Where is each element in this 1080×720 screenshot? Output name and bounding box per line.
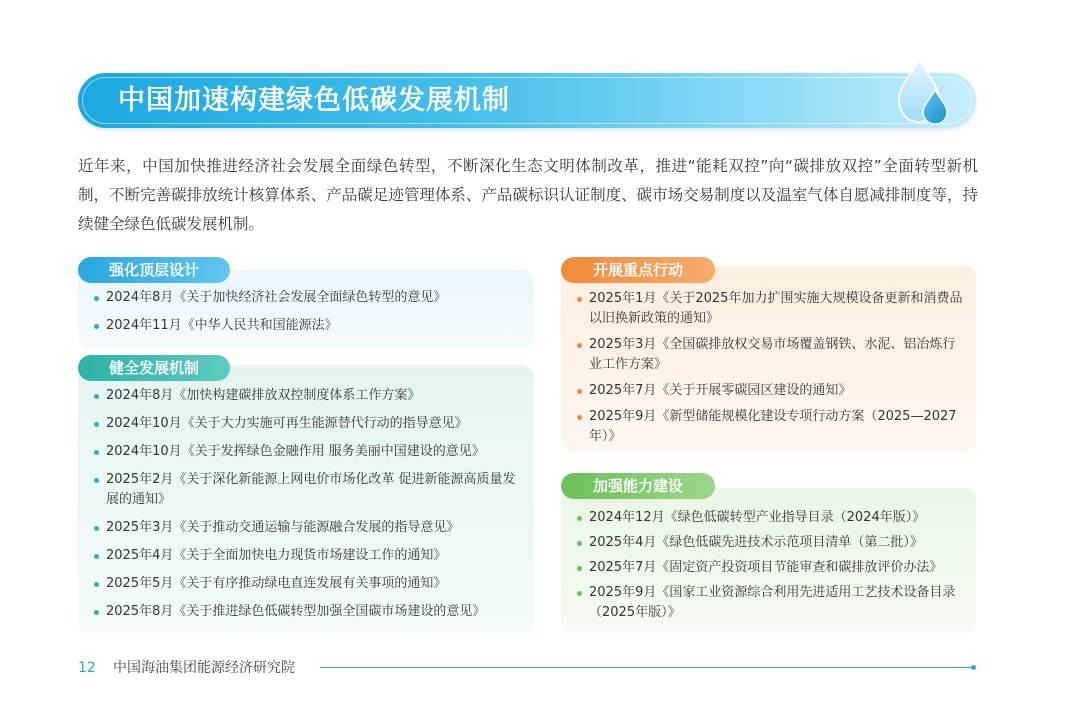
capacity-list <box>575 508 967 628</box>
list-item: 2025年7月《固定资产投资项目节能审查和碳排放评价办法》 <box>575 558 967 578</box>
footer-organization: 中国海油集团能源经济研究院 <box>113 660 295 676</box>
footer-divider <box>320 667 972 668</box>
list-item: 2024年8月《关于加快经济社会发展全面绿色转型的意见》 <box>92 288 522 308</box>
page-number: 12 <box>78 660 96 676</box>
capacity-heading: 加强能力建设 <box>561 473 715 499</box>
list-item: 2024年10月《关于大力实施可再生能源替代行动的指导意见》 <box>92 414 522 434</box>
list-item: 2024年8月《加快构建碳排放双控制度体系工作方案》 <box>92 386 522 406</box>
key-actions-list <box>575 289 967 453</box>
intro-paragraph: 近年来，中国加快推进经济社会发展全面绿色转型，不断深化生态文明体制改革，推进“能耗双控”向“碳排放双控”全面转型新机制，不断完善碳排放统计核算体系、产品碳足迹管理体系、产品碳标识认证制度、碳市场交易制度以及温室气体自愿减排制度等，持续健全绿色低碳发展机制。 <box>78 157 978 233</box>
top-design-heading: 强化顶层设计 <box>78 257 230 283</box>
mechanism-heading: 健全发展机制 <box>78 355 230 381</box>
list-item: 2025年8月《关于推进绿色低碳转型加强全国碳市场建设的意见》 <box>92 602 522 622</box>
list-item: 2025年9月《新型储能规模化建设专项行动方案（2025—2027年）》 <box>575 407 967 447</box>
list-item: 2025年7月《关于开展零碳园区建设的通知》 <box>575 381 967 401</box>
list-item: 2025年3月《全国碳排放权交易市场覆盖钢铁、水泥、铝冶炼行业工作方案》 <box>575 335 967 375</box>
page-title: 中国加速构建绿色低碳发展机制 <box>118 85 510 116</box>
title-banner <box>78 73 976 128</box>
list-item: 2024年11月《中华人民共和国能源法》 <box>92 316 522 336</box>
list-item: 2025年4月《关于全面加快电力现货市场建设工作的通知》 <box>92 546 522 566</box>
list-item: 2025年2月《关于深化新能源上网电价市场化改革 促进新能源高质量发展的通知》 <box>92 470 522 510</box>
list-item: 2025年1月《关于2025年加力扩围实施大规模设备更新和消费品以旧换新政策的通知》 <box>575 289 967 329</box>
list-item: 2025年4月《绿色低碳先进技术示范项目清单（第二批）》 <box>575 533 967 553</box>
water-drop-icon <box>893 56 955 128</box>
list-item: 2025年3月《关于推动交通运输与能源融合发展的指导意见》 <box>92 518 522 538</box>
list-item: 2025年5月《关于有序推动绿电直连发展有关事项的通知》 <box>92 574 522 594</box>
list-item: 2025年9月《国家工业资源综合利用先进适用工艺技术设备目录（2025年版）》 <box>575 583 967 623</box>
list-item: 2024年10月《关于发挥绿色金融作用 服务美丽中国建设的意见》 <box>92 442 522 462</box>
footer-dot <box>971 665 976 670</box>
key-actions-heading: 开展重点行动 <box>561 257 715 283</box>
top-design-list <box>92 288 522 344</box>
mechanism-list <box>92 386 522 630</box>
list-item: 2024年12月《绿色低碳转型产业指导目录（2024年版）》 <box>575 508 967 528</box>
